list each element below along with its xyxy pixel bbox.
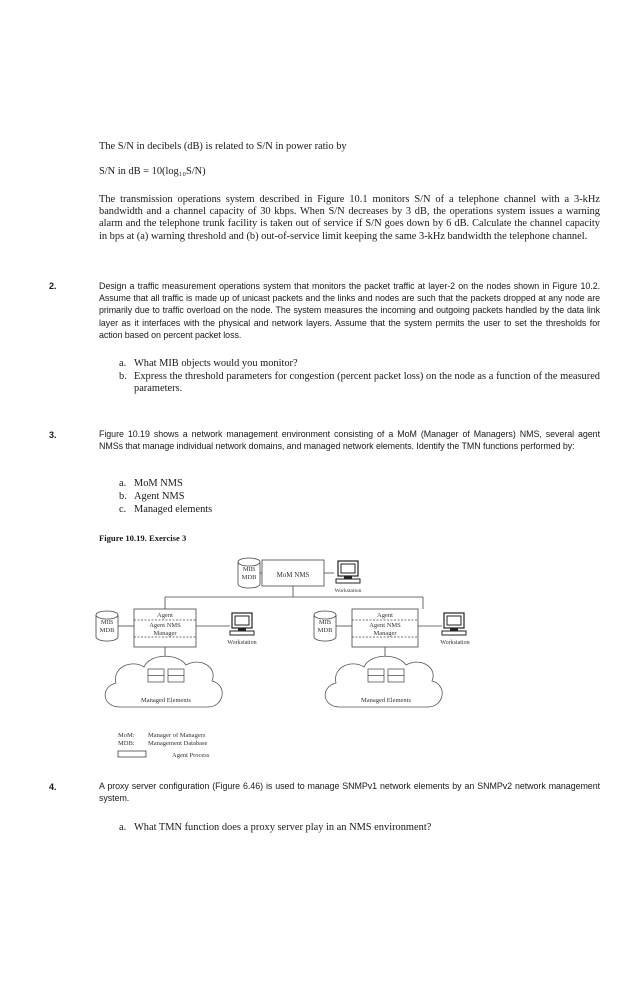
right-agent-label: Agent xyxy=(377,612,393,619)
left-workstation-label: Workstation xyxy=(227,640,257,646)
legend-mom-value: Manager of Managers xyxy=(148,732,206,739)
left-mib-mdb-database xyxy=(96,611,118,641)
question-number-3: 3. xyxy=(49,430,57,440)
legend-mdb-key: MDB: xyxy=(118,740,135,747)
legend-mom-key: MoM: xyxy=(118,732,135,739)
q3-item-c-marker: c. xyxy=(119,504,127,515)
right-mib-mdb-database xyxy=(314,611,336,641)
left-db-label-mib: MIB xyxy=(100,619,114,626)
figure-caption: Figure 10.19. Exercise 3 xyxy=(99,533,187,543)
right-manager-label: Manager xyxy=(373,630,397,637)
q4-item-a-marker: a. xyxy=(119,822,127,833)
q3-item-a-marker: a. xyxy=(119,478,127,489)
q2-item-b: Express the threshold parameters for congestion (percent packet loss) on the node as a function of the measured parameters. xyxy=(134,371,600,395)
network-management-diagram xyxy=(90,555,560,770)
left-cloud-label: Managed Elements xyxy=(141,697,191,704)
left-agent-nms-label: Agent NMS xyxy=(149,622,181,629)
question-3-text: Figure 10.19 shows a network management environment consisting of a MoM (Manager of Managers) NMS, several agent NMSs that manage individual network domains, and managed network elements. Identify the TMN functions performed by: xyxy=(99,429,600,452)
right-cloud-label: Managed Elements xyxy=(361,697,411,704)
legend-mdb-value: Management Database xyxy=(148,740,208,747)
right-db-label-mib: MIB xyxy=(318,619,332,626)
intro-line: The S/N in decibels (dB) is related to S/N in power ratio by xyxy=(99,141,347,152)
q3-item-b: Agent NMS xyxy=(134,491,185,502)
right-workstation-icon xyxy=(442,613,466,635)
question-number-2: 2. xyxy=(49,281,57,291)
q2-item-a-marker: a. xyxy=(119,358,127,369)
snr-formula: S/N in dB = 10(log₁₀S/N) xyxy=(99,166,206,177)
q4-item-a: What TMN function does a proxy server play in an NMS environment? xyxy=(134,822,432,833)
question-number-4: 4. xyxy=(49,782,57,792)
left-manager-label: Manager xyxy=(153,630,177,637)
top-db-label-mdb: MDB xyxy=(241,574,257,581)
q3-item-a: MoM NMS xyxy=(134,478,183,489)
top-mib-mdb-database xyxy=(238,558,260,588)
q3-item-c: Managed elements xyxy=(134,504,213,515)
figure-legend xyxy=(118,732,210,759)
intro-paragraph: The transmission operations system described in Figure 10.1 monitors S/N of a telephone channel with a 3-kHz bandwidth and a channel capacity of 30 kbps. When S/N decreases by 3 dB, the operations system issues a warning alarm and the telephone trunk facility is taken out of service if S/N goes down by 6 dB. Calculate the channel capacity in bps at (a) warning threshold and (b) out-of-service limit keeping the same 3-kHz bandwidth the telephone channel. xyxy=(99,194,600,242)
q2-item-b-marker: b. xyxy=(119,371,127,382)
right-managed-elements-cloud xyxy=(325,656,442,707)
right-agent-nms-label: Agent NMS xyxy=(369,622,401,629)
left-workstation-icon xyxy=(230,613,254,635)
top-workstation-label: Workstation xyxy=(334,588,362,594)
q2-item-a: What MIB objects would you monitor? xyxy=(134,358,298,369)
left-agent-label: Agent xyxy=(157,612,173,619)
q3-item-b-marker: b. xyxy=(119,491,127,502)
right-workstation-label: Workstation xyxy=(440,640,470,646)
top-db-label-mib: MIB xyxy=(242,566,256,573)
legend-agent-process: Agent Process xyxy=(172,752,210,759)
question-4-text: A proxy server configuration (Figure 6.46) is used to manage SNMPv1 network elements by an SNMPv2 network management system. xyxy=(99,781,600,804)
right-db-label-mdb: MDB xyxy=(317,627,333,634)
question-2-text: Design a traffic measurement operations system that monitors the packet traffic at layer-2 on the nodes shown in Figure 10.2. Assume that all traffic is made up of unicast packets and the links and nodes are such that the packets dropped at any node are primarily due to traffic overload on the node. The system measures the incoming and outgoing packets handled by the data link layer as it interfaces with the physical and network layers. Assume that the system permits the user to set the thresholds for action based on percent packet loss. xyxy=(99,281,600,340)
agent-process-key-box xyxy=(118,751,146,757)
mom-nms-label: MoM NMS xyxy=(276,571,310,579)
left-db-label-mdb: MDB xyxy=(99,627,115,634)
top-workstation-icon xyxy=(336,561,360,583)
left-managed-elements-cloud xyxy=(105,656,222,707)
